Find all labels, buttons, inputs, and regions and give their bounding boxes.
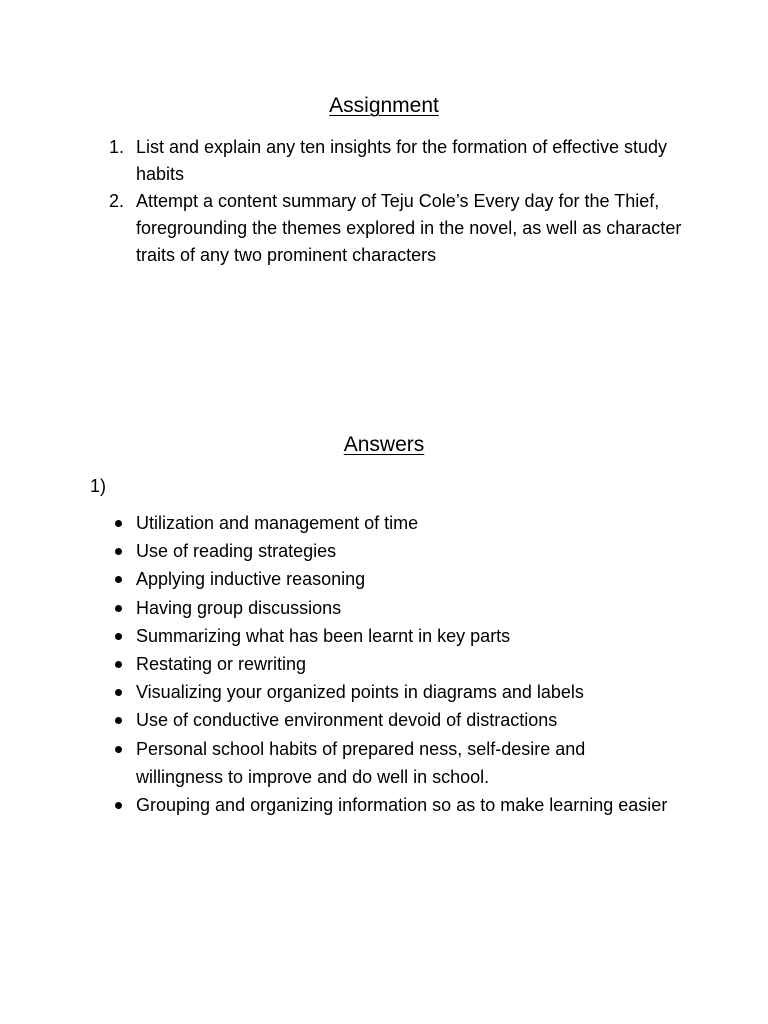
bullet-icon	[115, 548, 122, 555]
item-number: 2.	[109, 191, 125, 211]
assignment-item	[109, 188, 709, 269]
answers-heading: Answers	[343, 433, 425, 456]
bullet-text: Summarizing what has been learnt in key parts	[136, 625, 511, 646]
bullet-icon	[115, 717, 122, 724]
bullet-icon	[115, 689, 122, 696]
item-number: 1.	[109, 137, 125, 157]
bullet-item	[113, 678, 673, 706]
bullet-icon	[115, 746, 122, 753]
bullet-text: Use of conductive environment devoid of distractions	[136, 710, 558, 731]
bullet-icon	[115, 802, 122, 809]
bullet-item	[113, 622, 673, 650]
bullet-item	[113, 537, 673, 565]
bullet-item	[113, 565, 673, 593]
bullet-item	[113, 706, 673, 734]
bullet-icon	[115, 576, 122, 583]
bullet-item	[113, 791, 673, 819]
bullet-item	[113, 594, 673, 622]
assignment-item	[109, 134, 709, 188]
item-text: Attempt a content summary of Teju Cole’s Every day for the Thief, foregrounding the themes explored in the novel, as well as character traits of any two prominent characters	[136, 191, 682, 265]
item-text: List and explain any ten insights for the formation of effective study habits	[136, 137, 667, 184]
bullet-icon	[115, 520, 122, 527]
bullet-text: Applying inductive reasoning	[136, 569, 366, 590]
bullet-icon	[115, 661, 122, 668]
assignment-heading: Assignment	[329, 94, 439, 117]
bullet-text: Utilization and management of time	[136, 513, 419, 533]
bullet-text: Visualizing your organized points in diagrams and labels	[136, 682, 584, 703]
bullet-text: Having group discussions	[136, 597, 342, 618]
bullet-text: Restating or rewriting	[136, 654, 307, 675]
bullet-item	[113, 650, 673, 678]
bullet-text: Personal school habits of prepared ness, self-desire and willingness to improve and do well in school.	[136, 738, 586, 787]
bullet-text: Grouping and organizing information so as to make learning easier	[136, 795, 668, 816]
bullet-item	[113, 509, 673, 537]
bullet-icon	[115, 605, 122, 612]
bullet-item	[113, 735, 673, 791]
bullet-text: Use of reading strategies	[136, 541, 337, 562]
answer-section-label: 1)	[90, 476, 107, 496]
bullet-icon	[115, 633, 122, 640]
answer-bullet-list	[113, 509, 673, 819]
assignment-list	[109, 134, 709, 269]
